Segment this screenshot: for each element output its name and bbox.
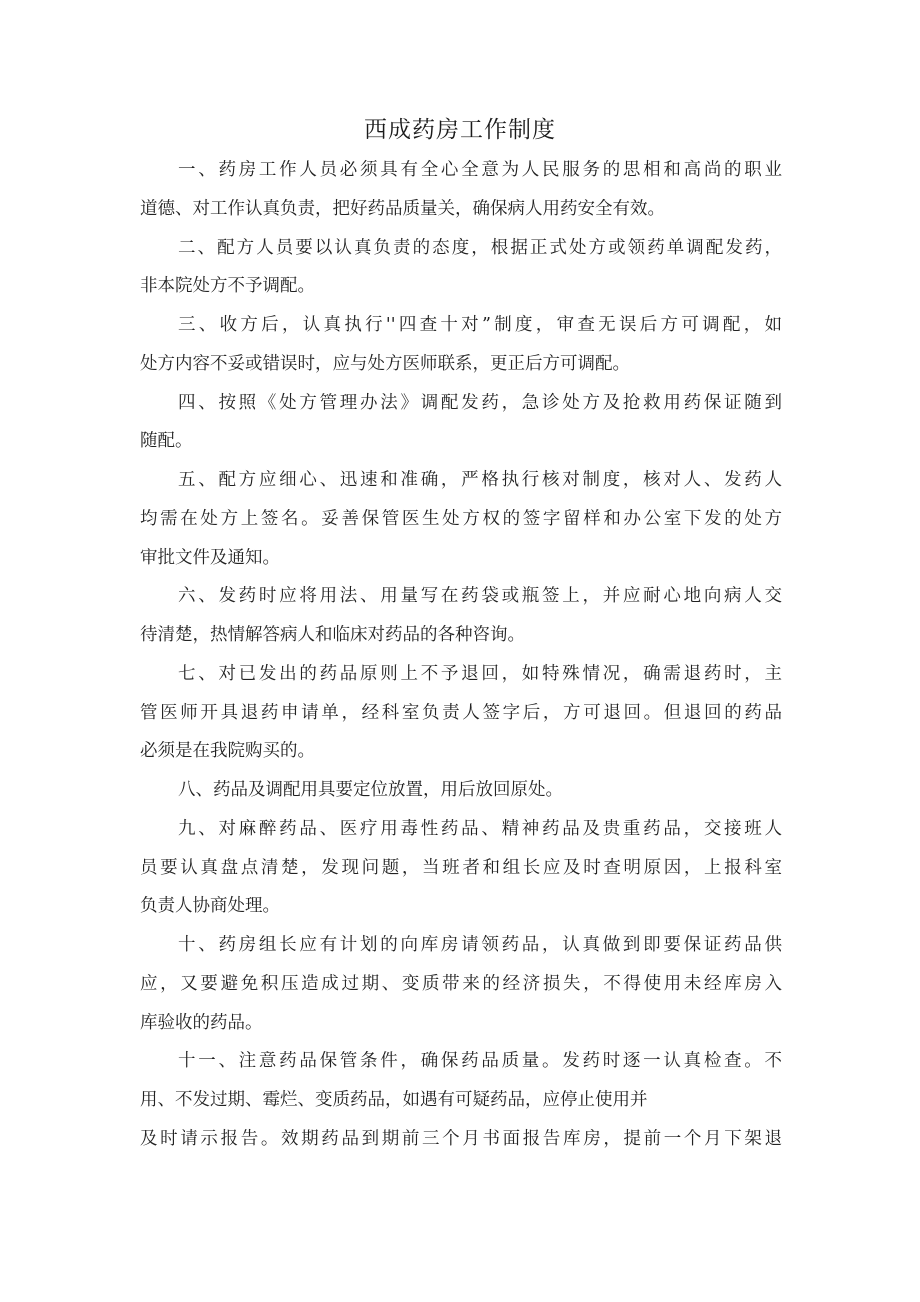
document-title: 西成药房工作制度 (364, 117, 556, 143)
text-line: 三、收方后，认真执行''四查十对”制度，审查无误后方可调配，如 (178, 315, 782, 335)
text-line: 管医师开具退药申请单，经科室负责人签字后，方可退回。但退回的药品 (140, 702, 782, 723)
text-line: 六、发药时应将用法、用量写在药袋或瓶签上，并应耐心地向病人交 (178, 586, 782, 607)
text-line: 道德、对工作认真负责，把好药品质量关，确保病人用药安全有效。 (140, 198, 665, 219)
text-line: 八、药品及调配用具要定位放置，用后放回原处。 (178, 780, 563, 800)
text-line: 非本院处方不予调配。 (140, 276, 315, 297)
text-line: 均需在处方上签名。妥善保管医生处方权的签字留样和办公室下发的处方 (140, 508, 782, 529)
text-line: 十一、注意药品保管条件，确保药品质量。发药时逐一认真检查。不 (178, 1051, 782, 1072)
text-line: 员要认真盘点清楚，发现问题，当班者和组长应及时查明原因，上报科室 (140, 857, 782, 878)
text-line: 七、对已发出的药品原则上不予退回，如特殊情况，确需退药时，主 (178, 663, 782, 684)
text-line: 十、药房组长应有计划的向库房请领药品，认真做到即要保证药品供 (178, 935, 782, 955)
text-line: 处方内容不妥或错误时，应与处方医师联系，更正后方可调配。 (140, 353, 630, 374)
text-line: 五、配方应细心、迅速和准确，严格执行核对制度，核对人、发药人 (178, 470, 782, 490)
text-line: 九、对麻醉药品、医疗用毒性药品、精神药品及贵重药品，交接班人 (178, 818, 782, 839)
text-line: 一、药房工作人员必须具有全心全意为人民服务的思相和高尚的职业 (178, 160, 782, 180)
text-line: 四、按照《处方管理办法》调配发药，急诊处方及抢救用药保证随到 (178, 392, 782, 413)
text-line: 及时请示报告。效期药品到期前三个月书面报告库房，提前一个月下架退 (140, 1128, 782, 1149)
text-line: 用、不发过期、霉烂、变质药品，如遇有可疑药品，应停止使用并 (140, 1090, 648, 1110)
text-line: 二、配方人员要以认真负责的态度，根据正式处方或领药单调配发药， (178, 237, 782, 258)
text-line: 库验收的药品。 (140, 1012, 263, 1033)
text-line: 必须是在我院购买的。 (140, 741, 315, 762)
text-line: 随配。 (140, 431, 193, 452)
text-line: 应，又要避免积压造成过期、变质带来的经济损失，不得使用未经库房入 (140, 973, 782, 994)
text-line: 审批文件及通知。 (140, 547, 280, 568)
document-body (140, 156, 782, 1164)
text-line: 待清楚，热情解答病人和临床对药品的各种咨询。 (140, 625, 525, 645)
text-line: 负责人协商处理。 (140, 896, 280, 917)
